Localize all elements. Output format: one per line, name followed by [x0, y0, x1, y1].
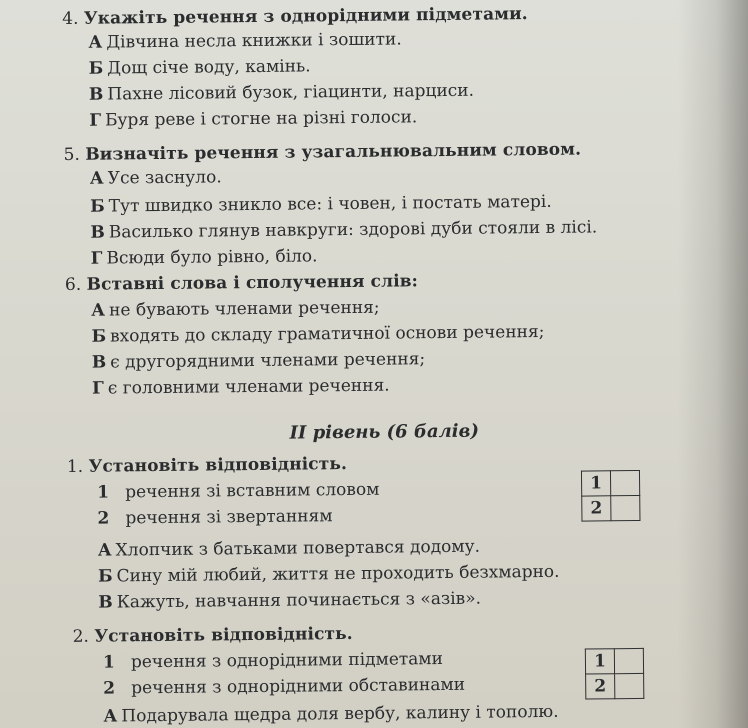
- task-number: 2.: [72, 626, 90, 647]
- question-5: [64, 139, 582, 166]
- option-letter: В: [90, 222, 105, 243]
- question-4: [62, 3, 528, 30]
- option-text: Хлопчик з батьками повертався додому.: [115, 536, 481, 561]
- question-number: 5.: [63, 144, 80, 165]
- option-text: Подарувала щедра доля вербу, калину і тополю.: [121, 701, 559, 727]
- option-a: [88, 28, 402, 53]
- item-text: речення з однорідними обставинами: [131, 674, 466, 699]
- answer-cell[interactable]: [611, 495, 640, 520]
- match-item-2: [97, 505, 332, 529]
- match-item-1: [103, 648, 443, 674]
- item-text: речення зі звертанням: [125, 506, 333, 529]
- option-b: [90, 191, 552, 218]
- option-b: [89, 55, 311, 79]
- option-letter: Б: [90, 196, 105, 217]
- option-text: є другорядними членами речення;: [110, 349, 426, 373]
- question-6: [65, 270, 418, 296]
- option-text: Дощ січе воду, камінь.: [107, 56, 311, 79]
- option-b: [91, 321, 544, 348]
- option-letter: А: [103, 706, 118, 727]
- item-number: 1: [97, 482, 110, 503]
- matching-task-2: [73, 623, 353, 648]
- item-number: 2: [97, 508, 110, 529]
- section-title: II рівень (6 балів): [289, 420, 480, 444]
- option-text: Василько глянув навкруги: здорові дуби стояли в лісі.: [108, 217, 598, 243]
- item-text: речення з однорідними підметами: [130, 649, 444, 673]
- option-text: входять до складу граматичної основи речення;: [109, 321, 545, 347]
- match-item-2: [103, 674, 465, 700]
- option-a: [90, 166, 222, 189]
- option-text: є головними членами речення.: [107, 375, 390, 399]
- answer-cell[interactable]: [614, 648, 643, 673]
- option-letter: Б: [91, 326, 107, 347]
- option-b: [98, 561, 560, 588]
- question-text: Вставні слова і сполучення слів:: [86, 271, 419, 295]
- grid-row-label: 1: [581, 471, 610, 496]
- option-v: [92, 348, 426, 373]
- question-number: 4.: [62, 8, 79, 29]
- option-text: Пахне лісовий бузок, гіацинти, нарциси.: [107, 80, 475, 105]
- option-h: [89, 106, 417, 131]
- option-h: [91, 245, 318, 269]
- option-text: Усе заснуло.: [107, 167, 222, 189]
- option-text: Всюди було рівно, біло.: [106, 246, 318, 269]
- option-letter: В: [98, 592, 113, 613]
- match-item-1: [97, 479, 379, 504]
- question-number: 6.: [64, 274, 82, 295]
- option-h: [92, 375, 390, 400]
- option-a: [98, 536, 480, 562]
- option-text: Тут швидко зникло все: і човен, і постать матері.: [108, 191, 552, 217]
- answer-cell[interactable]: [615, 673, 644, 698]
- option-letter: А: [97, 540, 112, 561]
- option-a: [103, 701, 558, 728]
- option-letter: В: [91, 352, 107, 373]
- item-text: речення зі вставним словом: [125, 479, 380, 503]
- option-letter: Г: [89, 110, 102, 131]
- question-text: Визначіть речення з узагальнювальним словом.: [85, 139, 582, 165]
- option-letter: Б: [97, 566, 113, 587]
- matching-task-1: [67, 453, 347, 478]
- grid-row-label: 2: [586, 674, 615, 699]
- option-letter: Б: [88, 58, 104, 79]
- option-text: Буря реве і стогне на різні голоси.: [104, 107, 418, 131]
- option-v: [90, 216, 597, 243]
- option-letter: А: [89, 168, 104, 189]
- grid-row-label: 1: [585, 649, 614, 674]
- option-letter: А: [88, 32, 103, 53]
- item-number: 2: [103, 678, 116, 699]
- item-number: 1: [102, 652, 115, 673]
- task-number: 1.: [66, 456, 84, 477]
- option-v: [98, 588, 481, 614]
- question-text: Укажіть речення з однорідними підметами.: [83, 4, 528, 29]
- option-text: не бувають членами речення;: [109, 297, 380, 321]
- task-text: Установіть відповідність.: [88, 454, 348, 477]
- option-a: [91, 297, 380, 322]
- answer-cell[interactable]: [610, 470, 639, 495]
- answer-grid: [581, 470, 641, 522]
- answer-grid: [585, 648, 645, 700]
- option-text: Сину мій любий, життя не проходить безхмарно.: [116, 561, 560, 587]
- option-text: Кажуть, навчання починається з «азів».: [116, 588, 482, 613]
- option-letter: Г: [90, 248, 103, 269]
- option-v: [89, 80, 474, 106]
- option-letter: В: [88, 84, 104, 105]
- option-text: Дівчина несла книжки і зошити.: [106, 29, 402, 53]
- task-text: Установіть відповідність.: [94, 623, 353, 647]
- grid-row-label: 2: [582, 496, 611, 521]
- option-letter: Г: [91, 378, 104, 399]
- option-letter: А: [91, 300, 106, 321]
